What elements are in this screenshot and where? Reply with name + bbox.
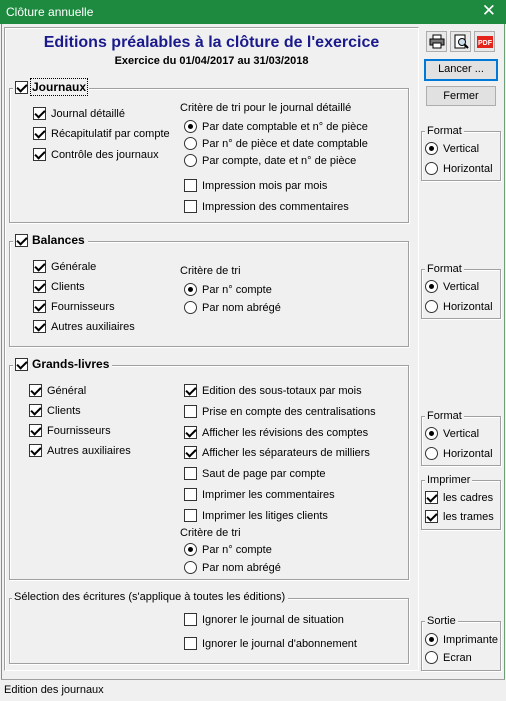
balances-toggle[interactable] xyxy=(13,233,88,247)
gl-autres-option[interactable] xyxy=(29,443,131,458)
balances-sort-nom-option[interactable] xyxy=(184,300,281,315)
ignore-abonnement-option[interactable] xyxy=(184,636,357,651)
balances-sort-title: Critère de tri xyxy=(180,265,241,277)
gl-commentaires-label: Imprimer les commentaires xyxy=(202,488,335,501)
gl-commentaires-option[interactable] xyxy=(184,487,335,502)
gl-centralisations-checkbox[interactable] xyxy=(184,405,197,418)
ignore-abonnement-label: Ignorer le journal d'abonnement xyxy=(202,637,357,650)
selection-group xyxy=(9,598,409,664)
gl-saut-page-label: Saut de page par compte xyxy=(202,467,326,480)
ignore-situation-option[interactable] xyxy=(184,612,344,627)
gl-centralisations-label: Prise en compte des centralisations xyxy=(202,405,376,418)
journaux-checkbox[interactable] xyxy=(15,81,28,94)
window-title: Clôture annuelle xyxy=(6,5,94,19)
balance-fournisseurs-option[interactable] xyxy=(33,299,115,314)
sort-compte-date-radio[interactable] xyxy=(184,154,197,167)
grands-livres-toggle[interactable] xyxy=(13,357,112,371)
gl-sous-totaux-checkbox[interactable] xyxy=(184,384,197,397)
format-journaux-title: Format xyxy=(427,125,462,137)
format-gl-title: Format xyxy=(427,410,462,422)
balance-generale-option[interactable] xyxy=(33,259,96,274)
sortie-ecran-label: Ecran xyxy=(443,651,472,664)
format-balances-horizontal-radio[interactable] xyxy=(425,300,438,313)
recapitulatif-label: Récapitulatif par compte xyxy=(51,127,170,140)
sort-compte-date-option[interactable] xyxy=(184,153,356,168)
gl-autres-label: Autres auxiliaires xyxy=(47,444,131,457)
pdf-button[interactable] xyxy=(474,31,495,52)
impression-mois-option[interactable] xyxy=(184,178,327,193)
gl-separateurs-checkbox[interactable] xyxy=(184,446,197,459)
sortie-imprimante[interactable] xyxy=(425,632,498,647)
controle-journaux-label: Contrôle des journaux xyxy=(51,148,159,161)
gl-revisions-option[interactable] xyxy=(184,425,368,440)
close-button[interactable]: Fermer xyxy=(426,86,496,106)
impression-mois-checkbox[interactable] xyxy=(184,179,197,192)
impression-commentaires-checkbox[interactable] xyxy=(184,200,197,213)
gl-centralisations-option[interactable] xyxy=(184,404,376,419)
gl-sous-totaux-label: Edition des sous-totaux par mois xyxy=(202,384,362,397)
format-journaux-horizontal-label: Horizontal xyxy=(443,162,493,175)
gl-sort-nom-radio[interactable] xyxy=(184,561,197,574)
gl-clients-option[interactable] xyxy=(29,403,81,418)
gl-clients-label: Clients xyxy=(47,404,81,417)
gl-fournisseurs-option[interactable] xyxy=(29,423,111,438)
balance-clients-option[interactable] xyxy=(33,279,85,294)
balance-fournisseurs-label: Fournisseurs xyxy=(51,300,115,313)
sort-piece-date-radio[interactable] xyxy=(184,137,197,150)
recapitulatif-option[interactable] xyxy=(33,126,170,141)
imprimer-title: Imprimer xyxy=(427,474,471,486)
journaux-label: Journaux xyxy=(32,80,87,94)
format-gl-horizontal-radio[interactable] xyxy=(425,447,438,460)
sortie-title: Sortie xyxy=(427,615,456,627)
journal-detaille-label: Journal détaillé xyxy=(51,107,125,120)
sortie-imprimante-label: Imprimante xyxy=(443,633,499,646)
impression-commentaires-label: Impression des commentaires xyxy=(202,200,349,213)
balance-generale-label: Générale xyxy=(51,260,97,273)
balance-clients-checkbox[interactable] xyxy=(33,280,46,293)
gl-saut-page-checkbox[interactable] xyxy=(184,467,197,480)
imprimer-trames-checkbox[interactable] xyxy=(425,510,438,523)
gl-revisions-label: Afficher les révisions des comptes xyxy=(202,426,369,439)
format-journaux-vertical[interactable] xyxy=(425,141,479,156)
format-gl-horizontal-label: Horizontal xyxy=(443,447,493,460)
format-journaux-horizontal[interactable] xyxy=(425,161,493,176)
close-icon[interactable]: ✕ xyxy=(481,1,496,20)
gl-sort-nom-option[interactable] xyxy=(184,560,281,575)
format-gl-horizontal[interactable] xyxy=(425,446,493,461)
format-balances-title: Format xyxy=(427,263,462,275)
balance-clients-label: Clients xyxy=(51,280,85,293)
balance-autres-option[interactable] xyxy=(33,319,135,334)
sort-piece-date-label: Par n° de pièce et date comptable xyxy=(202,137,368,150)
balances-sort-nom-label: Par nom abrégé xyxy=(202,301,281,314)
pdf-icon-text: PDF xyxy=(477,39,492,47)
gl-fournisseurs-checkbox[interactable] xyxy=(29,424,42,437)
ignore-situation-checkbox[interactable] xyxy=(184,613,197,626)
grands-livres-checkbox[interactable] xyxy=(15,358,28,371)
sort-date-piece-option[interactable] xyxy=(184,119,368,134)
gl-revisions-checkbox[interactable] xyxy=(184,426,197,439)
gl-sort-compte-radio[interactable] xyxy=(184,543,197,556)
format-gl-vertical-radio[interactable] xyxy=(425,427,438,440)
sortie-ecran-radio[interactable] xyxy=(425,651,438,664)
ignore-situation-label: Ignorer le journal de situation xyxy=(202,613,344,626)
gl-general-label: Général xyxy=(47,384,87,397)
title-bar xyxy=(0,0,506,24)
grands-livres-label: Grands-livres xyxy=(32,357,110,371)
ignore-abonnement-checkbox[interactable] xyxy=(184,637,197,650)
sort-date-piece-radio[interactable] xyxy=(184,120,197,133)
gl-litiges-option[interactable] xyxy=(184,508,328,523)
gl-sous-totaux-option[interactable] xyxy=(184,383,362,398)
gl-separateurs-option[interactable] xyxy=(184,445,370,460)
balances-checkbox[interactable] xyxy=(15,234,28,247)
impression-mois-label: Impression mois par mois xyxy=(202,179,328,192)
format-balances-horizontal[interactable] xyxy=(425,299,493,314)
gl-litiges-checkbox[interactable] xyxy=(184,509,197,522)
printer-icon xyxy=(429,34,445,49)
gl-sort-nom-label: Par nom abrégé xyxy=(202,561,281,574)
sort-piece-date-option[interactable] xyxy=(184,136,368,151)
format-balances-horizontal-label: Horizontal xyxy=(443,300,493,313)
journaux-toggle[interactable] xyxy=(13,80,89,94)
imprimer-cadres-option[interactable] xyxy=(425,490,493,505)
sortie-ecran[interactable] xyxy=(425,650,472,665)
balances-sort-compte-radio[interactable] xyxy=(184,283,197,296)
journal-detaille-checkbox[interactable] xyxy=(33,107,46,120)
sort-date-piece-label: Par date comptable et n° de pièce xyxy=(202,120,368,133)
gl-sort-title: Critère de tri xyxy=(180,527,241,539)
status-text: Edition des journaux xyxy=(4,684,104,696)
format-balances-vertical-label: Vertical xyxy=(443,280,480,293)
pdf-icon xyxy=(476,34,494,50)
balances-label: Balances xyxy=(32,233,85,247)
balance-generale-checkbox[interactable] xyxy=(33,260,46,273)
gl-autres-checkbox[interactable] xyxy=(29,444,42,457)
journaux-sort-title: Critère de tri pour le journal détaillé xyxy=(180,102,352,114)
sortie-imprimante-radio[interactable] xyxy=(425,633,438,646)
format-journaux-horizontal-radio[interactable] xyxy=(425,162,438,175)
print-button[interactable] xyxy=(426,31,447,52)
balance-fournisseurs-checkbox[interactable] xyxy=(33,300,46,313)
controle-journaux-checkbox[interactable] xyxy=(33,148,46,161)
gl-saut-page-option[interactable] xyxy=(184,466,326,481)
imprimer-trames-label: les trames xyxy=(443,510,494,523)
balance-autres-checkbox[interactable] xyxy=(33,320,46,333)
recapitulatif-checkbox[interactable] xyxy=(33,127,46,140)
gl-sort-compte-label: Par n° compte xyxy=(202,543,272,556)
gl-sort-compte-option[interactable] xyxy=(184,542,272,557)
balance-autres-label: Autres auxiliaires xyxy=(51,320,135,333)
sort-compte-date-label: Par compte, date et n° de pièce xyxy=(202,154,357,167)
gl-litiges-label: Imprimer les litiges clients xyxy=(202,509,328,522)
gl-commentaires-checkbox[interactable] xyxy=(184,488,197,501)
format-journaux-vertical-label: Vertical xyxy=(443,142,480,155)
imprimer-trames-option[interactable] xyxy=(425,509,494,524)
impression-commentaires-option[interactable] xyxy=(184,199,349,214)
page-title: Editions préalables à la clôture de l'exercice xyxy=(43,34,380,51)
gl-general-checkbox[interactable] xyxy=(29,384,42,397)
gl-separateurs-label: Afficher les séparateurs de milliers xyxy=(202,446,370,459)
balances-sort-compte-label: Par n° compte xyxy=(202,283,272,296)
gl-general-option[interactable] xyxy=(29,383,86,398)
balances-sort-compte-option[interactable] xyxy=(184,282,272,297)
format-gl-vertical-label: Vertical xyxy=(443,427,480,440)
fiscal-period: Exercice du 01/04/2017 au 31/03/2018 xyxy=(114,55,309,67)
controle-journaux-option[interactable] xyxy=(33,147,159,162)
gl-fournisseurs-label: Fournisseurs xyxy=(47,424,111,437)
preview-button[interactable] xyxy=(450,31,471,52)
format-journaux-vertical-radio[interactable] xyxy=(425,142,438,155)
launch-button[interactable]: Lancer ... xyxy=(424,59,498,81)
imprimer-cadres-label: les cadres xyxy=(443,491,494,504)
format-balances-vertical[interactable] xyxy=(425,279,479,294)
status-bar xyxy=(1,679,505,700)
format-gl-vertical[interactable] xyxy=(425,426,479,441)
format-balances-vertical-radio[interactable] xyxy=(425,280,438,293)
journal-detaille-option[interactable] xyxy=(33,106,125,121)
imprimer-cadres-checkbox[interactable] xyxy=(425,491,438,504)
gl-clients-checkbox[interactable] xyxy=(29,404,42,417)
balances-sort-nom-radio[interactable] xyxy=(184,301,197,314)
preview-icon xyxy=(453,34,469,50)
selection-title: Sélection des écritures (s'applique à toutes les éditions) xyxy=(12,591,288,603)
